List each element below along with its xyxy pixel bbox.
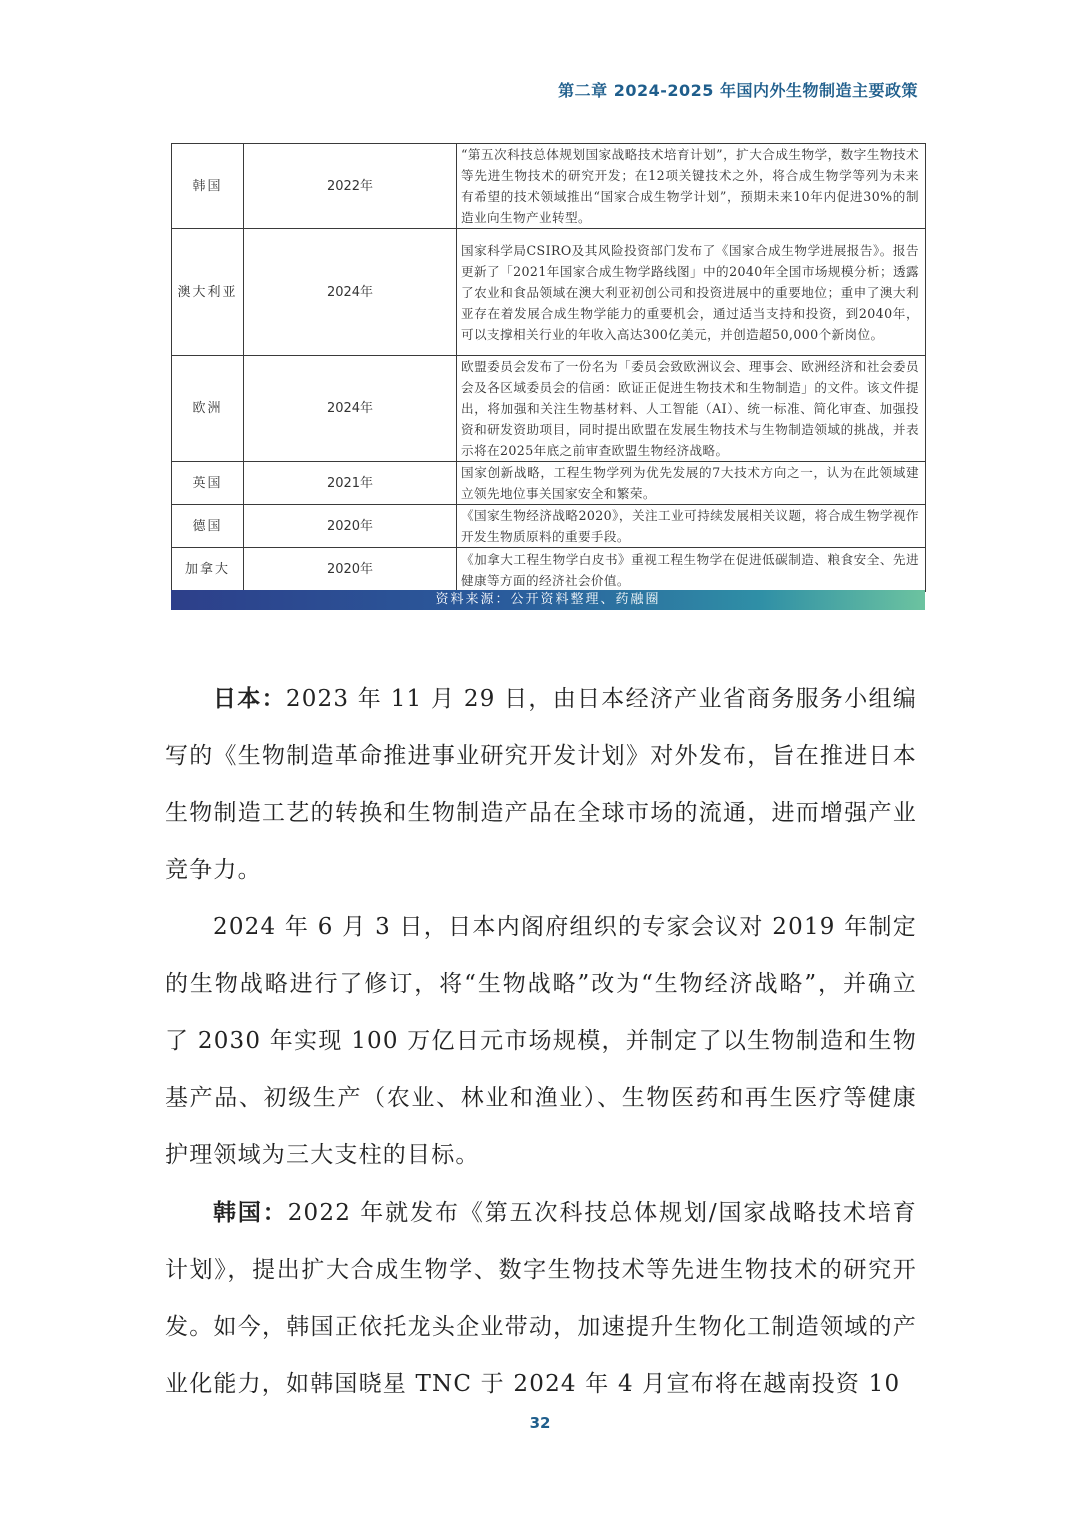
year-cell: 2024年 bbox=[244, 229, 457, 356]
table-row bbox=[172, 462, 926, 505]
year-cell: 2022年 bbox=[244, 144, 457, 229]
japan-paragraph-1-text: 2023 年 11 月 29 日，由日本经济产业省商务服务小组编写的《生物制造革命推进事业研究开发计划》对外发布，旨在推进日本生物制造工艺的转换和生物制造产品在全球市场的流通，进而增强产业竞争力。 bbox=[165, 686, 917, 883]
table-source-caption: 资料来源：公开资料整理、药融圈 bbox=[171, 590, 925, 610]
country-cell: 加拿大 bbox=[172, 548, 244, 592]
policy-cell: 欧盟委员会发布了一份名为「委员会致欧洲议会、理事会、欧洲经济和社会委员会及各区域委员会的信函：欧证正促进生物技术和生物制造」的文件。该文件提出，将加强和关注生物基材料、人工智能（AI）、统一标准、简化审查、加强投资和研发资助项目，同时提出欧盟在发展生物技术与生物制造领域的挑战，并表示将在2025年底之前审查欧盟生物经济战略。 bbox=[457, 356, 926, 462]
korea-paragraph-1-text: 2022 年就发布《第五次科技总体规划/国家战略技术培育计划》，提出扩大合成生物学、数字生物技术等先进生物技术的研究开发。如今，韩国正依托龙头企业带动，加速提升生物化工制造领域的产业化能力，如韩国晓星 TNC 于 2024 年 4 月宣布将在越南投资 10 bbox=[165, 1200, 917, 1397]
paragraph-japan-1 bbox=[165, 670, 917, 899]
table-row bbox=[172, 505, 926, 548]
policy-table bbox=[171, 143, 926, 592]
year-cell: 2021年 bbox=[244, 462, 457, 505]
country-cell: 欧洲 bbox=[172, 356, 244, 462]
table-row bbox=[172, 229, 926, 356]
paragraph-japan-2: 2024 年 6 月 3 日，日本内阁府组织的专家会议对 2019 年制定的生物战略进行了修订，将“生物战略”改为“生物经济战略”，并确立了 2030 年实现 100 万亿日元市场规模，并制定了以生物制造和生物基产品、初级生产（农业、林业和渔业）、生物医药和再生医疗等健康护理领域为三大支柱的目标。 bbox=[165, 914, 917, 1168]
year-cell: 2020年 bbox=[244, 548, 457, 592]
country-cell: 德国 bbox=[172, 505, 244, 548]
table-row bbox=[172, 356, 926, 462]
policy-cell: 《国家生物经济战略2020》，关注工业可持续发展相关议题，将合成生物学视作开发生物质原料的重要手段。 bbox=[457, 505, 926, 548]
policy-cell: “第五次科技总体规划国家战略技术培育计划”，扩大合成生物学，数字生物技术等先进生物技术的研究开发；在12项关键技术之外，将合成生物学等列为未来有希望的技术领域推出“国家合成生物学计划”，预期未来10年内促进30%的制造业向生物产业转型。 bbox=[457, 144, 926, 229]
year-cell: 2024年 bbox=[244, 356, 457, 462]
year-cell: 2020年 bbox=[244, 505, 457, 548]
policy-cell: 国家科学局CSIRO及其风险投资部门发布了《国家合成生物学进展报告》。报告更新了「2021年国家合成生物学路线图」中的2040年全国市场规模分析；透露了农业和食品领域在澳大利亚初创公司和投资进展中的重要地位；重申了澳大利亚存在着发展合成生物学能力的重要机会，通过适当支持和投资，到2040年，可以支撑相关行业的年收入高达300亿美元，并创造超50,000个新岗位。 bbox=[457, 229, 926, 356]
chapter-title: 第二章 2024-2025 年国内外生物制造主要政策 bbox=[558, 81, 918, 100]
table-row bbox=[172, 548, 926, 592]
policy-cell: 《加拿大工程生物学白皮书》重视工程生物学在促进低碳制造、粮食安全、先进健康等方面的经济社会价值。 bbox=[457, 548, 926, 592]
japan-label: 日本： bbox=[213, 685, 286, 712]
policy-cell: 国家创新战略，工程生物学列为优先发展的7大技术方向之一，认为在此领域建立领先地位事关国家安全和繁荣。 bbox=[457, 462, 926, 505]
korea-label: 韩国： bbox=[213, 1199, 288, 1226]
country-cell: 澳大利亚 bbox=[172, 229, 244, 356]
page-number: 32 bbox=[529, 1414, 551, 1432]
country-cell: 韩国 bbox=[172, 144, 244, 229]
table-row bbox=[172, 144, 926, 229]
body-text bbox=[165, 670, 917, 1413]
paragraph-korea-1 bbox=[165, 1184, 917, 1413]
country-cell: 英国 bbox=[172, 462, 244, 505]
